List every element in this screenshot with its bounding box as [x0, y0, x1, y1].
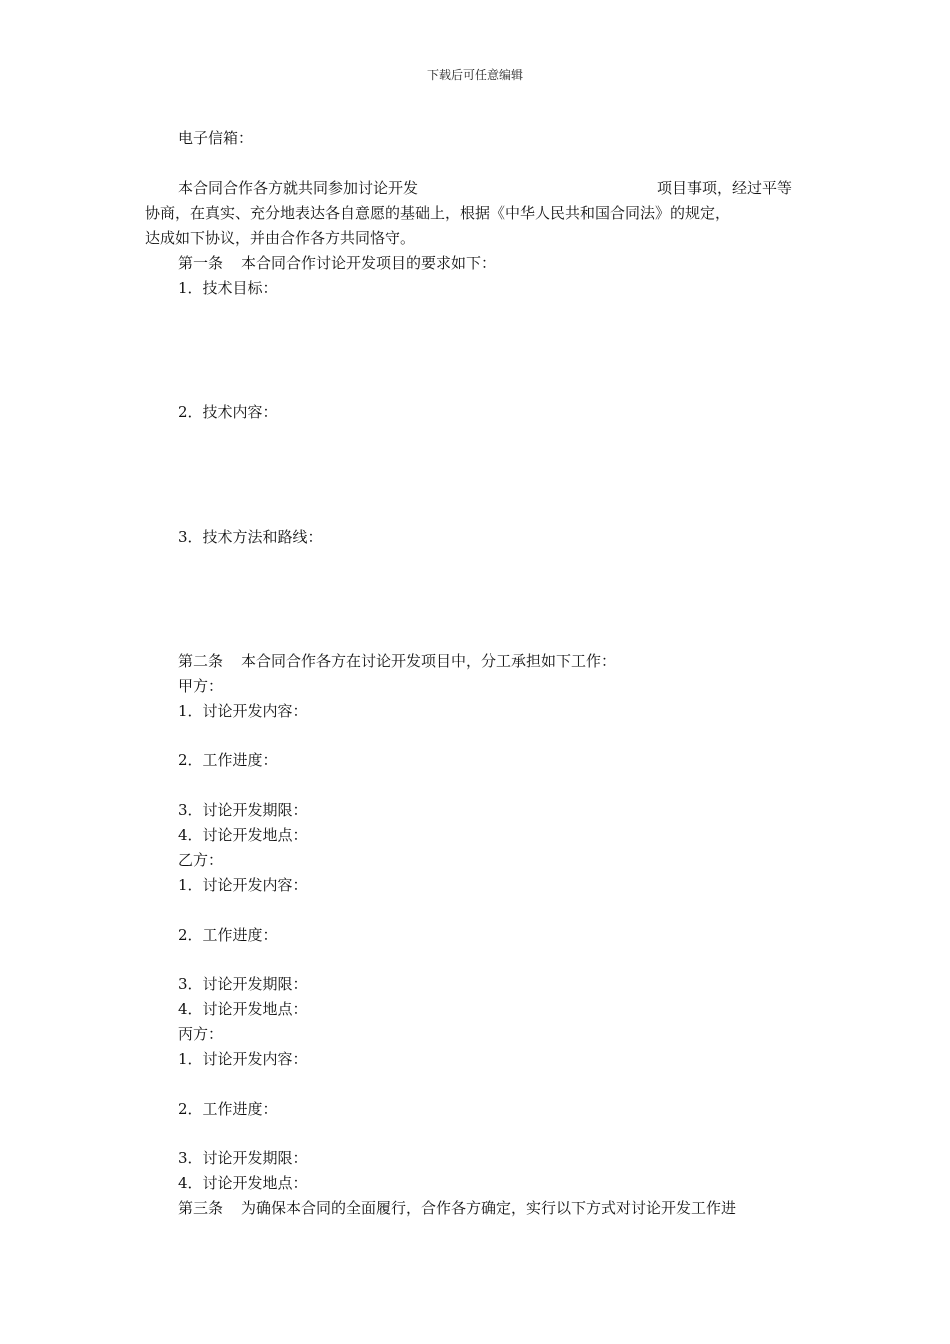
intro-line-1 [178, 178, 418, 198]
party-b-item-1: 1．讨论开发内容： [178, 876, 308, 894]
article-1-item-1: 1．技术目标： [178, 279, 278, 297]
article-3-text: 为确保本合同的全面履行，合作各方确定，实行以下方式对讨论开发工作进 [241, 1199, 737, 1217]
article-1-item-3: 3．技术方法和路线： [178, 528, 323, 546]
email-label: 电子信箱： [178, 129, 254, 147]
party-a-item-2: 2．工作进度： [178, 751, 278, 769]
article-2-text: 本合同合作各方在讨论开发项目中，分工承担如下工作： [241, 652, 617, 670]
intro-line-1-end: 项目事项，经过平等 [657, 179, 793, 197]
party-a-item-3: 3．讨论开发期限： [178, 801, 308, 819]
party-c-item-1: 1．讨论开发内容： [178, 1050, 308, 1068]
article-2-heading [178, 651, 616, 671]
party-a-item-4: 4．讨论开发地点： [178, 826, 308, 844]
article-2-title: 第二条 [178, 652, 224, 670]
intro-line-1-start: 本合同合作各方就共同参加讨论开发 [178, 179, 419, 197]
party-b-label: 乙方： [178, 851, 224, 869]
party-c-item-4: 4．讨论开发地点： [178, 1174, 308, 1192]
article-3-heading [178, 1198, 736, 1218]
article-1-item-2: 2．技术内容： [178, 403, 278, 421]
party-a-label: 甲方： [178, 677, 224, 695]
party-c-item-3: 3．讨论开发期限： [178, 1149, 308, 1167]
party-b-item-3: 3．讨论开发期限： [178, 975, 308, 993]
page-header: 下载后可任意编辑 [426, 68, 523, 82]
party-b-item-2: 2．工作进度： [178, 926, 278, 944]
article-1-text: 本合同合作讨论开发项目的要求如下： [241, 254, 497, 272]
article-1-heading [178, 253, 496, 273]
party-a-item-1: 1．讨论开发内容： [178, 702, 308, 720]
article-3-title: 第三条 [178, 1199, 224, 1217]
intro-line-3: 达成如下协议，并由合作各方共同恪守。 [145, 229, 416, 247]
party-c-item-2: 2．工作进度： [178, 1100, 278, 1118]
party-b-item-4: 4．讨论开发地点： [178, 1000, 308, 1018]
party-c-label: 丙方： [178, 1025, 224, 1043]
article-1-title: 第一条 [178, 254, 224, 272]
intro-line-2: 协商，在真实、充分地表达各自意愿的基础上，根据《中华人民共和国合同法》的规定， [145, 204, 731, 222]
